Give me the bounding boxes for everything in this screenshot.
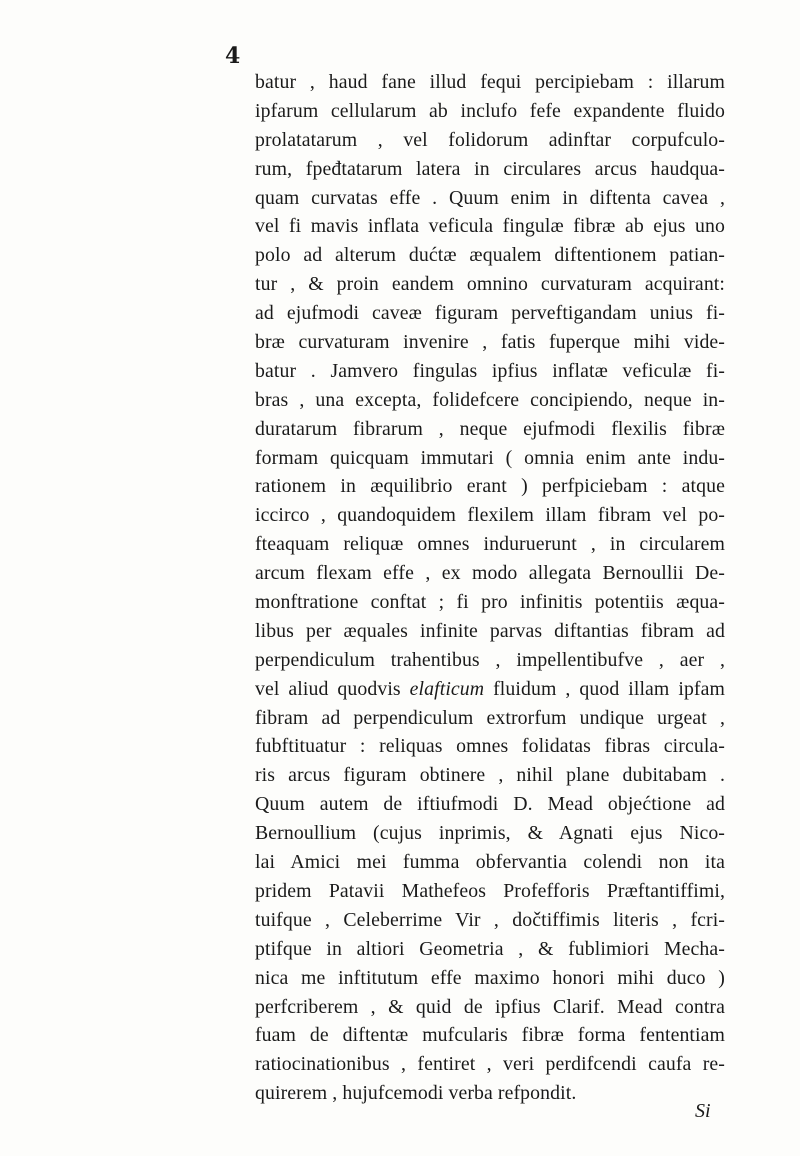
text-line: formam quicquam immutari ( omnia enim ante indu- — [255, 446, 725, 469]
text-line: Bernoullium (cujus inprimis, & Agnati ejus Nico- — [255, 822, 725, 845]
text-line: polo ad alterum dućtæ æqualem diftentionem patian- — [255, 244, 725, 267]
text-line: fteaquam reliquæ omnes induruerunt , in circularem — [255, 533, 725, 556]
text-line: fibram ad perpendiculum extrorfum undique urgeat , — [255, 706, 725, 729]
text-line: quam curvatas effe . Quum enim in diftenta cavea , — [255, 186, 725, 209]
text-line: ris arcus figuram obtinere , nihil plane dubitabam . — [255, 764, 725, 787]
text-line: rationem in æquilibrio erant ) perfpiciebam : atque — [255, 475, 725, 498]
text-line: ptifque in altiori Geometria , & fublimiori Mecha- — [255, 937, 725, 960]
text-line: vel fi mavis inflata veficula fingulæ fibræ ab ejus uno — [255, 215, 725, 238]
text-line: fubftituatur : reliquas omnes folidatas fibras circula- — [255, 735, 725, 758]
text-line: perfcriberem , & quid de ipfius Clarif. Mead contra — [255, 995, 725, 1018]
text-line: bras , una excepta, folidefcere concipiendo, neque in- — [255, 388, 725, 411]
text-line: tur , & proin eandem omnino curvaturam acquirant: — [255, 273, 725, 296]
text-line: ratiocinationibus , fentiret , veri perdifcendi caufa re- — [255, 1053, 725, 1076]
text-line: fuam de diftentæ mufcularis fibræ forma fententiam — [255, 1024, 725, 1047]
catchword: Si — [695, 1100, 711, 1122]
text-line: batur , haud fane illud fequi percipiebam : illarum — [255, 71, 725, 93]
text-line: nica me inftitutum effe maximo honori mihi duco ) — [255, 966, 725, 989]
body-text — [255, 68, 725, 1108]
italic-word: elafticum — [409, 677, 485, 700]
text-line: arcum flexam effe , ex modo allegata Bernoullii De- — [255, 562, 725, 585]
text-line: batur . Jamvero fingulas ipfius inflatæ veficulæ fi- — [255, 359, 725, 382]
text-line: rum, fpeđtatarum latera in circulares arcus haudqua- — [255, 157, 725, 180]
text-line: pridem Patavii Mathefeos Profefforis Præftantiffimi, — [255, 879, 725, 902]
text-line: libus per æquales infinite parvas diftantias fibram ad — [255, 619, 725, 642]
text-line: duratarum fibrarum , neque ejufmodi flexilis fibræ — [255, 417, 725, 440]
text-line: tuifque , Celeberrime Vir , dočtiffimis literis , fcri- — [255, 908, 725, 931]
text-line: Quum autem de iftiufmodi D. Mead objećtione ad — [255, 793, 725, 816]
text-line: vel aliud quodvis elafticum fluidum , quod illam ipfam — [255, 677, 725, 700]
text-line: quirerem , hujufcemodi verba refpondit. — [255, 1082, 577, 1105]
text-line: perpendiculum trahentibus , impellentibufve , aer , — [255, 648, 725, 671]
text-line: bræ curvaturam invenire , fatis fuperque mihi vide- — [255, 331, 725, 354]
text-line: iccirco , quandoquidem flexilem illam fibram vel po- — [255, 504, 725, 527]
text-line: ad ejufmodi caveæ figuram perveftigandam unius fi- — [255, 302, 725, 325]
text-line: ipfarum cellularum ab inclufo fefe expandente fluido — [255, 99, 725, 122]
page-number: 4 — [225, 43, 241, 69]
text-line: prolatatarum , vel folidorum adinftar corpufculo- — [255, 128, 725, 151]
text-line: monftratione conftat ; fi pro infinitis potentiis æqua- — [255, 591, 725, 614]
text-line: lai Amici mei fumma obfervantia colendi non ita — [255, 851, 725, 874]
